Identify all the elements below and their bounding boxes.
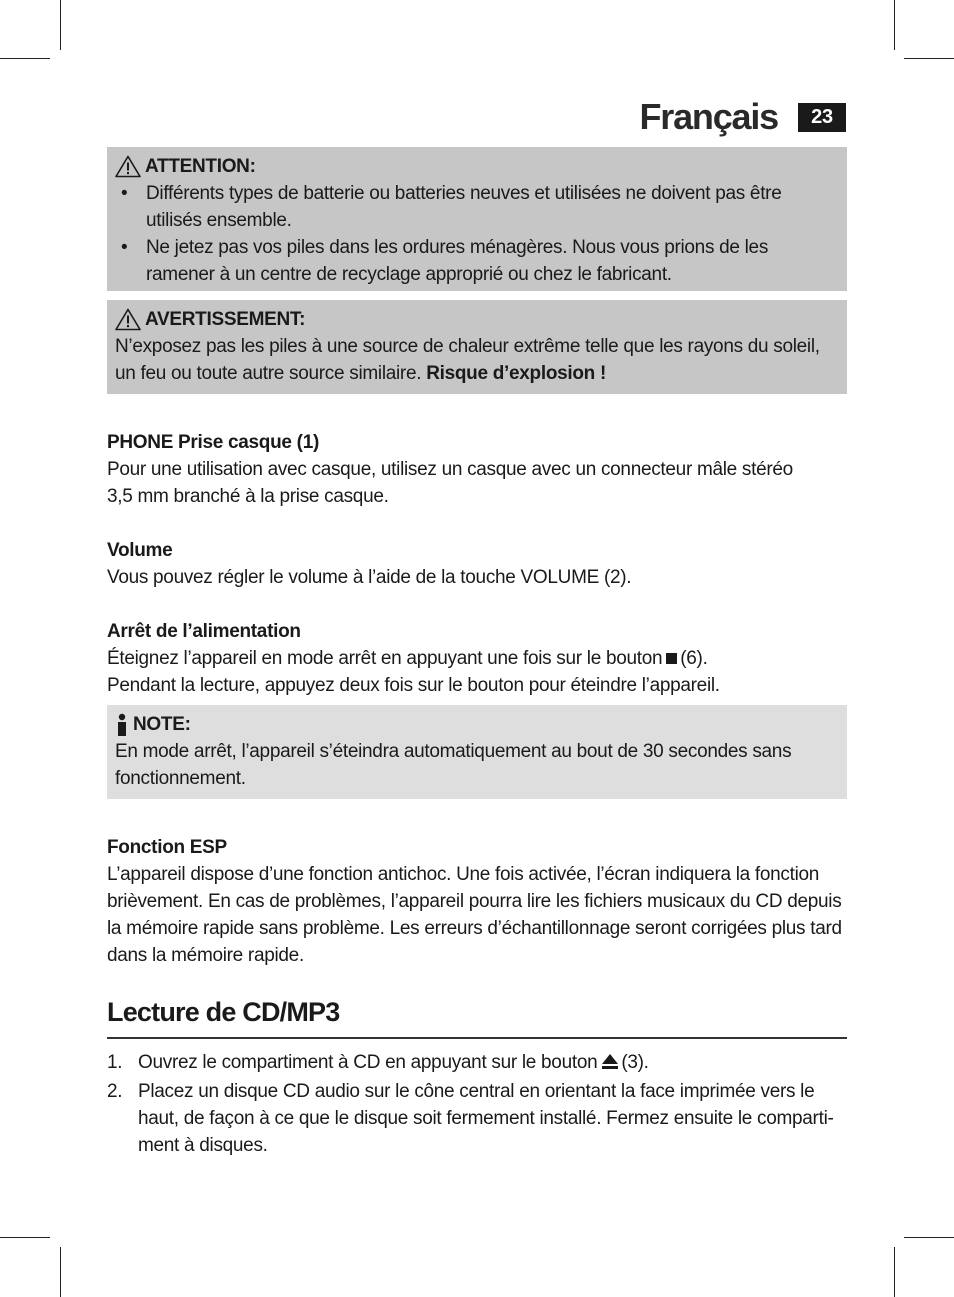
attention-heading	[115, 153, 839, 180]
note-heading	[115, 711, 839, 738]
power-off-ref: (6).	[680, 648, 708, 669]
step-number: 1.	[107, 1052, 123, 1073]
step-text: Ouvrez le compartiment à CD en appuyant sur le bouton	[138, 1052, 598, 1073]
power-off-line2: Pendant la lecture, appuyez deux fois sur le bouton pour éteindre l’appareil.	[107, 675, 720, 696]
cd-section-heading: Lecture de CD/MP3	[107, 995, 847, 1039]
power-off-title: Arrêt de l’alimentation	[107, 621, 301, 642]
warning-heading	[115, 306, 839, 333]
list-item: • Ne jetez pas vos piles dans les ordures ménagères. Nous vous prions de les ramener à un centre de recyclage approprié ou chez le fabricant.	[121, 237, 769, 285]
esp-title: Fonction ESP	[107, 837, 227, 858]
attention-label: ATTENTION:	[145, 156, 256, 177]
attention-box	[107, 147, 847, 291]
crop-mark	[904, 58, 954, 59]
step-number: 2.	[107, 1081, 123, 1102]
volume-text: Vous pouvez régler le volume à l’aide de la touche VOLUME (2).	[107, 567, 632, 588]
warning-box	[107, 300, 847, 394]
attention-bullet-text: Différents types de batterie ou batteries neuves et utilisées ne doivent pas être utilisés ensemble.	[146, 183, 782, 231]
eject-icon	[601, 1051, 619, 1078]
crop-mark	[60, 1247, 61, 1297]
warning-text: N’exposez pas les piles à une source de chaleur extrême telle que les rayons du soleil, un feu ou toute autre source similaire.	[115, 336, 820, 384]
crop-mark	[0, 1237, 50, 1238]
volume-title: Volume	[107, 540, 173, 561]
list-item	[107, 1078, 847, 1159]
list-item: • Différents types de batterie ou batteries neuves et utilisées ne doivent pas être utilisés ensemble.	[121, 183, 782, 231]
crop-mark	[60, 0, 61, 50]
phone-text: 3,5 mm branché à la prise casque.	[107, 486, 389, 507]
crop-mark	[894, 0, 895, 50]
info-icon	[115, 713, 129, 737]
note-label: NOTE:	[133, 714, 191, 735]
crop-mark	[0, 58, 50, 59]
phone-title: PHONE Prise casque (1)	[107, 432, 319, 453]
crop-mark	[904, 1237, 954, 1238]
note-text: En mode arrêt, l’appareil s’éteindra automatiquement au bout de 30 secondes sans fonctionnement.	[115, 741, 792, 789]
cd-steps-list	[107, 1049, 847, 1159]
stop-button-icon	[666, 653, 677, 664]
page-title: Français	[639, 96, 778, 137]
list-item	[107, 1049, 847, 1078]
warning-emphasis: Risque d’explosion !	[426, 363, 606, 384]
page-number: 23	[798, 103, 846, 132]
note-box	[107, 705, 847, 799]
warning-label: AVERTISSEMENT:	[145, 309, 306, 330]
power-off-line1	[107, 645, 847, 672]
page-content	[107, 147, 847, 1159]
esp-text: L’appareil dispose d’une fonction antichoc. Une fois activée, l’écran indiquera la fonction brièvement. En cas de problèmes, l’appareil pourra lire les fichiers musicaux du CD depuis la mémoire rapide sans problème. Les erreurs d’échantillonnage seront corrigées plus tard dans la mémoire rapide.	[107, 864, 842, 966]
step-ref: (3).	[621, 1052, 649, 1073]
warning-triangle-icon	[115, 308, 141, 331]
page-header	[640, 96, 846, 138]
crop-mark	[894, 1247, 895, 1297]
warning-triangle-icon	[115, 155, 141, 178]
phone-text: Pour une utilisation avec casque, utilisez un casque avec un connecteur mâle stéréo	[107, 459, 793, 480]
power-off-text: Éteignez l’appareil en mode arrêt en appuyant une fois sur le bouton	[107, 648, 663, 669]
attention-bullet-text: Ne jetez pas vos piles dans les ordures ménagères. Nous vous prions de les ramener à un centre de recyclage approprié ou chez le fabricant.	[146, 237, 769, 285]
warning-paragraph	[115, 333, 839, 387]
step-text: Placez un disque CD audio sur le cône central en orientant la face imprimée vers le haut, de façon à ce que le disque soit fermement installé. Fermez ensuite le comparti-ment à disques.	[138, 1081, 834, 1156]
